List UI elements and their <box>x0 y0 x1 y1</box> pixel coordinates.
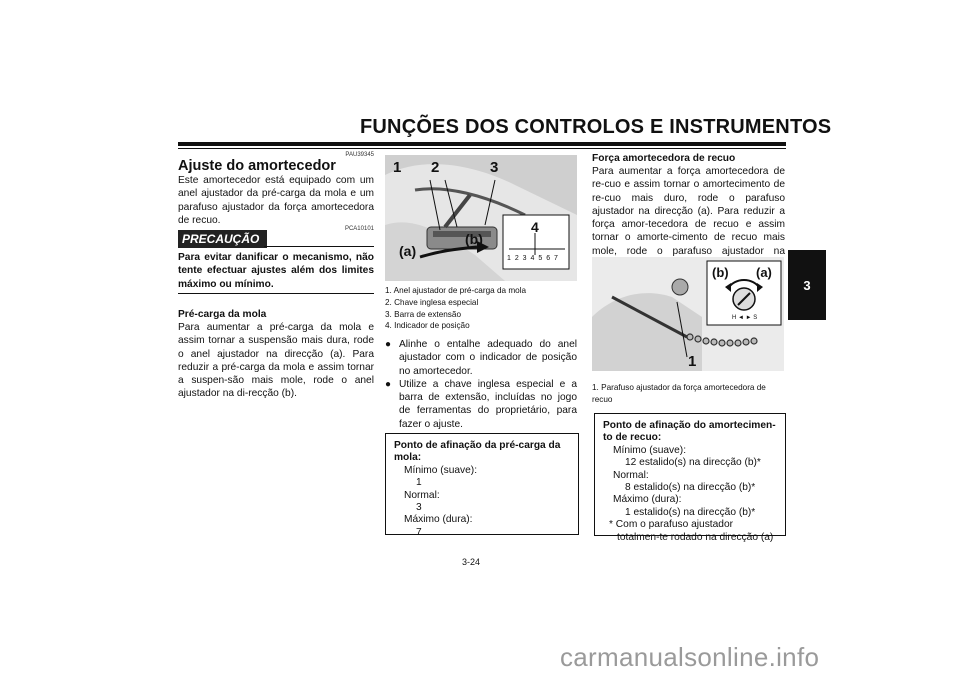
fig1-label-a: (a) <box>399 243 417 259</box>
setting-value: 12 estalido(s) na direcção (b)* <box>625 457 761 469</box>
box-footnote: * Com o parafuso ajustador totalmen-te rodado na direcção (a) <box>609 519 774 543</box>
fig1-label-3: 3 <box>490 159 499 176</box>
box-title: Ponto de afinação da pré-carga da mola: <box>394 440 561 464</box>
bullet-icon: ● <box>385 339 392 350</box>
preload-settings-box <box>385 433 579 538</box>
spring-preload-title: Pré-carga da mola <box>178 309 267 320</box>
setting-label: Máximo (dura): <box>404 514 473 526</box>
setting-label: Mínimo (suave): <box>404 464 478 476</box>
fig1-label-4: 4 <box>531 219 539 235</box>
caution-text: Para evitar danificar o mecanismo, não tente efectuar ajustes além dos limites máximo ou mínimo. <box>178 252 374 290</box>
setting-value: 8 estalido(s) na direcção (b)* <box>625 482 756 494</box>
fig1-label-1: 1 <box>393 159 402 176</box>
figure-preload-captions <box>385 285 577 332</box>
bullet-item <box>385 378 577 431</box>
setting-value: 7 <box>416 526 422 538</box>
setting-label: Mínimo (suave): <box>613 444 687 456</box>
fig2-label-b: (b) <box>712 265 729 280</box>
fig2-hs-marker: H ◄ ► S <box>732 315 758 321</box>
intro-paragraph: Este amortecedor está equipado com um anel ajustador da pré-carga da mola e um parafuso ajustador da força amortecedora de recuo. <box>178 175 374 226</box>
header-rule-thin <box>178 148 786 149</box>
fig1-label-2: 2 <box>431 159 440 176</box>
page-title: FUNÇÕES DOS CONTROLOS E INSTRUMENTOS <box>360 116 832 138</box>
box-title: Ponto de afinação do amortecimen-to de recuo: <box>603 420 776 444</box>
bullet-text: Utilize a chave inglesa especial e a barra de extensão, incluídas no jogo de ferramentas do proprietário, para fazer o ajuste. <box>399 378 577 430</box>
fig1-label-b: (b) <box>465 231 483 247</box>
caption-item: 3. Barra de extensão <box>385 309 462 319</box>
bullet-item <box>385 338 577 378</box>
caution-end-rule <box>178 293 374 294</box>
caption-item: 1. Anel ajustador de pré-carga da mola <box>385 286 527 295</box>
chapter-tab: 3 <box>788 250 826 320</box>
caution-rule <box>264 246 374 247</box>
setting-value: 1 <box>416 477 422 489</box>
figure-rebound-adjuster <box>592 257 784 371</box>
setting-label: Máximo (dura): <box>613 494 682 506</box>
page-number: 3-24 <box>462 557 481 567</box>
rebound-settings-box <box>594 413 786 543</box>
rebound-text: Para aumentar a força amortecedora de re-cuo e assim tornar o amortecimento de re-cuo mais duro, rode o parafuso ajustador na direcção (a). Para reduzir a força amor-tecedora de recuo e assim tornar o amorte-cimento de recuo mais mole, rode o parafuso ajustador na <box>592 166 785 257</box>
watermark: carmanualsonline.info <box>560 642 820 672</box>
figure-preload-adjuster <box>385 155 577 281</box>
caption-item: 4. Indicador de posição <box>385 321 470 331</box>
figure-preload-svg <box>385 155 577 281</box>
figure-rebound-caption: 1. Parafuso ajustador da força amortecedora de recuo <box>592 383 766 404</box>
reference-code: PAU39345 <box>345 152 374 158</box>
header-rule <box>178 142 786 146</box>
setting-label: Normal: <box>404 489 440 501</box>
fig1-scale: 1 2 3 4 5 6 7 <box>507 255 559 262</box>
setting-value: 1 estalido(s) na direcção (b)* <box>625 506 756 518</box>
caution-label: PRECAUÇÃO <box>178 230 267 248</box>
setting-value: 3 <box>416 502 422 514</box>
setting-label: Normal: <box>613 469 649 481</box>
section-title: Ajuste do amortecedor <box>178 158 336 174</box>
caption-item: 2. Chave inglesa especial <box>385 297 479 307</box>
rebound-title: Força amortecedora de recuo <box>592 153 736 164</box>
fig2-label-a: (a) <box>756 265 772 280</box>
caution-code: PCA10101 <box>344 226 374 232</box>
fig2-label-1: 1 <box>688 353 697 370</box>
spring-preload-text: Para aumentar a pré-carga da mola e assim tornar a suspensão mais dura, rode o anel ajustador na direcção (a). Para reduzir a pré-carga da mola e assim tornar a suspen-são mais mole, rode o anel ajustador na di-recção (b). <box>178 322 374 400</box>
bullet-icon: ● <box>385 378 392 390</box>
bullet-text: Alinhe o entalhe adequado do anel ajustador com o indicador de posição no amortecedor. <box>399 339 577 377</box>
bullet-list <box>385 338 577 431</box>
caution-header <box>178 230 374 250</box>
